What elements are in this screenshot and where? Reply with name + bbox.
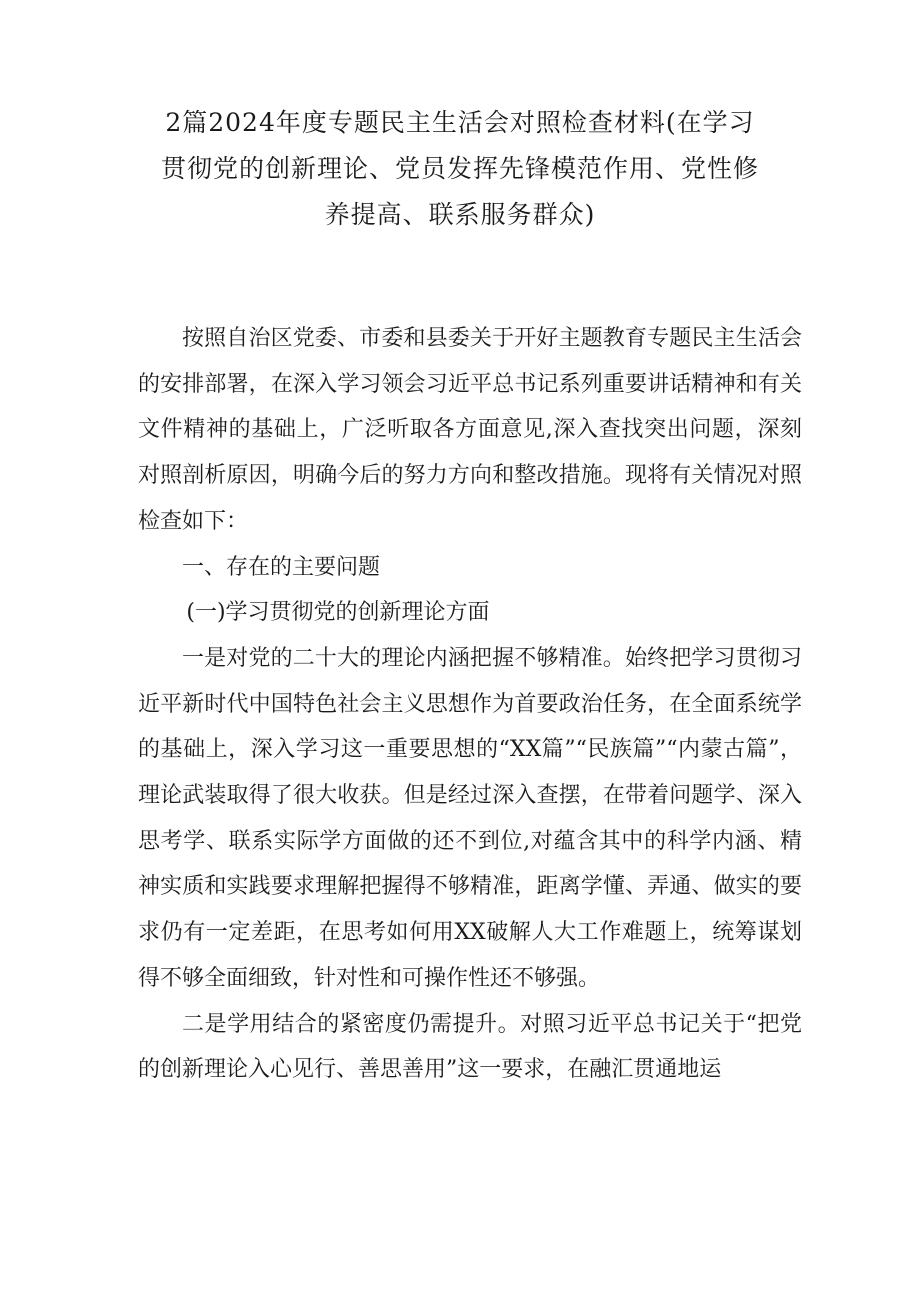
document-body <box>138 316 802 1093</box>
title-line-1: 2篇2024年度专题民主生活会对照检查材料(在学习 <box>165 108 755 137</box>
title-line-3: 养提高、联系服务群众) <box>324 200 596 229</box>
body-paragraph-2: 二是学用结合的紧密度仍需提升。对照习近平总书记关于“把党的创新理论入心见行、善思善用”这一要求，在融汇贯通地运 <box>138 1011 802 1083</box>
title-line-2: 贯彻党的创新理论、党员发挥先锋模范作用、党性修 <box>160 154 759 183</box>
document-title <box>150 100 770 238</box>
body-paragraph-1: 一是对党的二十大的理论内涵把握不够精准。始终把学习贯彻习近平新时代中国特色社会主义思想作为首要政治任务，在全面系统学的基础上，深入学习这一重要思想的“XX篇”“民族篇”“内蒙古篇”，理论武装取得了很大收获。但是经过深入查摆，在带着问题学、深入思考学、联系实际学方面做的还不到位,对蕴含其中的科学内涵、精神实质和实践要求理解把握得不够精准，距离学懂、弄通、做实的要求仍有一定差距，在思考如何用XX破解人大工作难题上，统筹谋划得不够全面细致，针对性和可操作性还不够强。 <box>138 645 802 991</box>
section-heading: 一、存在的主要问题 <box>182 554 381 580</box>
intro-paragraph: 按照自治区党委、市委和县委关于开好主题教育专题民主生活会的安排部署，在深入学习领会习近平总书记系列重要讲话精神和有关文件精神的基础上，广泛听取各方面意见,深入查找突出问题，深刻对照剖析原因，明确今后的努力方向和整改措施。现将有关情况对照检查如下： <box>138 326 802 534</box>
subsection-heading: (一)学习贯彻党的创新理论方面 <box>186 600 490 626</box>
